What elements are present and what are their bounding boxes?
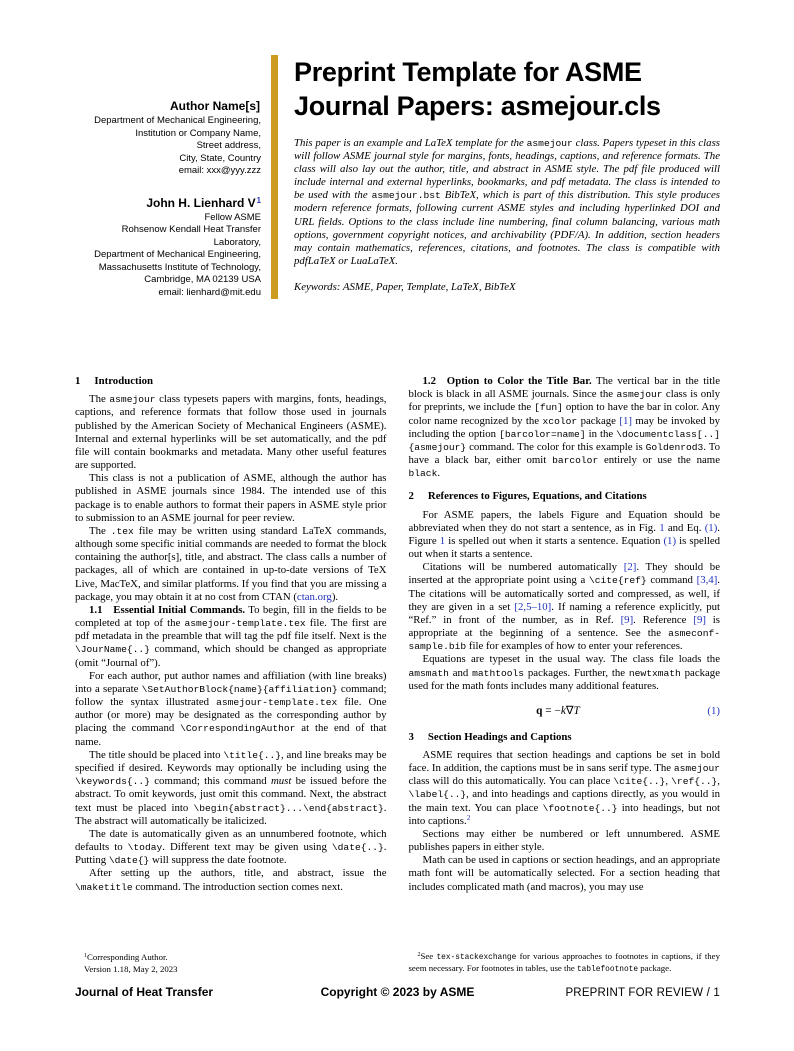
equation-number[interactable]: (1) — [707, 705, 720, 718]
author-block — [75, 196, 261, 300]
section-heading — [409, 731, 721, 744]
code-text: newtxmath — [628, 667, 681, 679]
journal-name: Journal of Heat Transfer — [75, 985, 214, 999]
section-number: 2 — [408, 490, 414, 503]
equation-body — [409, 705, 708, 719]
section-number: 1 — [75, 375, 81, 387]
code-text: \SetAuthorBlock{name}{affiliation} — [141, 683, 338, 695]
text-segment: The date is automatically given as an unnumbered footnote, which defaults to — [75, 827, 387, 854]
paragraph — [409, 951, 721, 975]
paragraph — [409, 854, 721, 894]
code-text: \begin{abstract}...\end{abstract} — [193, 802, 384, 814]
text-segment: ∇ — [565, 704, 574, 717]
paragraph — [75, 604, 387, 670]
preprint-status-page: PREPRINT FOR REVIEW / 1 — [565, 987, 720, 999]
section-title: Introduction — [94, 375, 154, 387]
text-segment: package. — [638, 962, 672, 973]
body-columns — [75, 375, 720, 977]
text-segment: command. The color for this example is — [466, 440, 646, 453]
link[interactable]: 1 — [439, 534, 446, 547]
link[interactable]: 2 — [466, 813, 471, 823]
text-segment: file may be written using standard LaTeX commands, although some specific initial commands are needed to format the block containing the author[s], title, and abstract. The class calls a number of packages, all of which are contained in up-to-date versions of TeX Live, MacTeX, and similar platforms. If you find that you are missing a package, you may obtain it at no cost from CTAN ( — [75, 524, 387, 603]
footnote-block-right — [409, 951, 721, 975]
section-heading — [409, 490, 721, 503]
code-text: black — [408, 468, 438, 480]
code-text: \cite{ref} — [588, 575, 647, 587]
text-segment: class will do this automatically. You can place — [408, 775, 614, 788]
paragraph — [75, 525, 387, 604]
code-text: \JourName{..} — [75, 644, 150, 656]
paragraph — [75, 964, 387, 975]
text-segment: Keywords: ASME, Paper, Template, LaTeX, BibTeX — [294, 281, 516, 294]
code-text: \date{} — [108, 855, 150, 867]
code-text: \cite{..} — [613, 776, 666, 788]
text-segment: . — [437, 467, 441, 480]
code-text: asmejour — [616, 389, 663, 401]
text-segment: To begin, fill in the fields to be completed at top of the — [75, 603, 387, 630]
text-segment: entirely or use the name — [598, 454, 720, 467]
text-segment: . Reference — [633, 613, 694, 626]
text-segment: After setting up the authors, title, and abstract, issue the — [89, 867, 387, 880]
right-column-content — [409, 375, 721, 894]
text-segment: Sections may either be numbered or left unnumbered. ASME publishes papers in either style. — [408, 827, 720, 854]
text-segment: ). — [331, 590, 339, 603]
text-segment: must — [270, 775, 292, 788]
text-segment: The vertical bar in the title block is black in all ASME journals. Since the — [408, 375, 720, 401]
paragraph — [409, 375, 721, 480]
author-affiliation-line: Department of Mechanical Engineering, — [94, 249, 261, 261]
code-text: Goldenrod3 — [645, 441, 704, 453]
text-segment: 1.2 Option to Color the Title Bar. — [422, 375, 592, 387]
author-block — [75, 99, 261, 178]
link[interactable]: (1) — [663, 534, 677, 547]
text-segment: . The abstract will automatically be italicized. — [75, 801, 387, 827]
text-segment: will suppress the date footnote. — [149, 854, 287, 867]
text-segment: and — [448, 666, 473, 679]
link[interactable]: [9] — [620, 613, 634, 626]
text-segment: Equations are typeset in the usual way. The class file loads the — [422, 653, 720, 666]
author-name-text: John H. Lienhard V — [146, 195, 256, 210]
author-affiliation-line: Fellow ASME — [204, 211, 261, 223]
text-segment: = − — [542, 704, 561, 717]
text-segment: class. Papers typeset in this class will follow ASME journal style for margins, fonts, headings, captions, and reference formats. The class will also lay out the author, title, and abstract in ASME style. The pdf file produced will include internal and external hyperlinks, bookmarks, and pdf metadata. The class is intended to be used with the — [294, 136, 720, 202]
text-segment: command. The introduction section comes next. — [132, 880, 343, 893]
paragraph — [75, 952, 387, 964]
author-affiliation — [75, 212, 261, 300]
text-segment: command; this command — [149, 775, 271, 788]
author-name-text: Author Name[s] — [169, 99, 260, 113]
code-text: \today — [127, 842, 163, 854]
text-segment: package used for the math fonts includes many additional features. — [408, 666, 720, 692]
text-segment: be issued before the abstract. To omit keywords, just omit this command. Next, the abstract text must be placed into — [75, 775, 387, 814]
text-segment: into headings, but not into captions. — [408, 801, 721, 827]
text-segment: This class is not a publication of ASME, although the author has published in ASME journals since 1984. The intended use of this package is to enable authors to format their papers in ASME style prior to submission to an ASME journal for peer review. — [75, 472, 387, 524]
paragraph — [75, 393, 387, 472]
text-segment: class typesets papers with margins, fonts, headings, captions, and reference formats that follow those used in journals published by the American Society of Mechanical Engineers (ASME). Internal and external hyperlinks will be set automatically, and the pdf file will contain bookmarks and metadata. Many other useful features are supported. — [75, 393, 387, 472]
section-heading — [75, 375, 387, 388]
code-text: xcolor — [542, 415, 578, 427]
paragraph — [409, 749, 721, 828]
text-segment: class is only for preprints, we include the — [408, 388, 720, 414]
code-text: tablefootnote — [576, 964, 639, 974]
text-segment: , — [717, 775, 720, 788]
author-affiliation-line: Massachusetts Institute of Technology, — [98, 261, 261, 273]
author-column — [75, 55, 261, 299]
link[interactable]: [2] — [623, 561, 637, 574]
text-segment: Version 1.18, May 2, 2023 — [84, 963, 178, 974]
text-segment: Corresponding Author. — [86, 952, 168, 963]
footnote-marker: 1 — [84, 953, 87, 960]
text-segment: . Figure — [408, 521, 720, 547]
paragraph — [75, 749, 387, 828]
paragraph — [409, 561, 721, 653]
text-segment: , and line breaks may be specified if desired. Keywords may optionally be including using the — [75, 748, 387, 774]
link[interactable]: [9] — [693, 613, 706, 626]
text-segment: is appropriate at the beginning of a sentence. See the — [408, 613, 720, 640]
abstract — [294, 137, 720, 269]
paragraph — [409, 509, 721, 562]
footnote-marker: 2 — [417, 952, 421, 959]
text-segment: . They should be inserted at the appropriate point using a — [408, 561, 720, 587]
title-block — [75, 55, 720, 299]
link[interactable]: ctan.org — [296, 590, 332, 603]
code-text: \keywords{..} — [75, 776, 150, 788]
code-text: asmejour-template.tex — [216, 697, 338, 709]
text-segment: file. One author (or more) may be designated as the corresponding author by placing the command — [75, 696, 387, 735]
paper-title-line-1: Preprint Template for ASME — [294, 57, 642, 87]
text-segment: at the end of that name. — [75, 722, 387, 748]
code-text: barcolor — [552, 455, 599, 467]
code-text: mathtools — [472, 667, 525, 679]
paragraph — [75, 472, 387, 525]
text-segment: T — [573, 704, 580, 717]
link[interactable]: [1] — [619, 414, 632, 427]
section-title: Section Headings and Captions — [427, 730, 572, 743]
text-segment: The — [89, 524, 111, 537]
author-affiliation-line: City, State, Country — [179, 152, 261, 164]
author-affiliation-line: Rohsenow Kendall Heat Transfer Laboratory, — [121, 224, 261, 248]
text-segment: may be invoked by including the option — [408, 414, 721, 440]
text-segment: . Different text may be given using — [162, 841, 332, 854]
text-segment: . If naming a reference explicitly, put “Ref.” in front of the number, as in Ref. — [408, 600, 721, 626]
code-text: amsmath — [408, 667, 449, 679]
code-text: \title{..} — [223, 749, 282, 761]
code-text: asmejour — [673, 763, 720, 775]
code-text: \CorrespondingAuthor — [180, 723, 296, 735]
text-segment: The — [89, 393, 110, 406]
text-segment: , and into headings and captions directly, as you would in the main text. You can place — [408, 788, 720, 814]
text-segment: . To have a black bar, either omit — [408, 440, 720, 467]
text-segment: packages. Further, the — [524, 666, 629, 679]
left-column — [75, 375, 387, 977]
code-text: asmeconf-sample.bib — [408, 628, 720, 653]
right-column — [409, 375, 721, 977]
text-segment: For ASME papers, the labels Figure and Equation should be abbreviated when they do not start a sentence, as in Fig. — [408, 508, 720, 534]
text-segment: , — [665, 775, 672, 788]
text-segment: The title should be placed into — [89, 748, 224, 761]
text-segment: for various approaches to footnotes in captions, if they seem necessary. For footnotes in tables, use the — [408, 950, 720, 973]
left-column-content — [75, 375, 387, 894]
paper-title-line-2: Journal Papers: asmejour.cls — [294, 91, 661, 122]
text-segment: is spelled out when it starts a sentence. Equation — [445, 534, 664, 547]
code-text: asmejour-template.tex — [184, 618, 306, 630]
text-segment: k — [560, 704, 566, 717]
code-text: asmejour.bst — [371, 190, 441, 202]
author-affiliation-line: Cambridge, MA 02139 USA — [144, 274, 261, 286]
text-segment: option to have the bar in color. Any color name recognized by the — [408, 401, 720, 427]
author-name — [75, 99, 261, 113]
author-affiliation-line: email: lienhard@mit.edu — [158, 286, 261, 298]
text-segment: command, which should be changed as appropriate (omit “Journal of”). — [75, 643, 387, 669]
code-text: asmejour — [526, 137, 573, 149]
text-segment: Citations will be numbered automatically — [422, 561, 624, 574]
text-segment: For each author, put author names and affiliation (with line breaks) into a separate — [75, 669, 387, 695]
code-text: .tex — [110, 525, 134, 537]
text-segment: Math can be used in captions or section headings, and an appropriate math font will be automatically selected. For a section heading that includes complicated math (and macros), you may use — [408, 854, 720, 893]
code-text: \ref{..} — [671, 776, 718, 788]
paragraph — [75, 867, 387, 893]
title-column — [278, 55, 720, 299]
text-segment: 1.1 Essential Initial Commands. — [89, 603, 246, 616]
paragraph — [409, 653, 721, 693]
code-text: tex-stackexchange — [436, 952, 517, 962]
paragraph — [75, 828, 387, 868]
text-segment: . The citations will be automatically sorted and compressed, as well, if they are given in a set — [408, 574, 720, 613]
author-affiliation-line: email: xxx@yyy.zzz — [178, 165, 261, 177]
text-segment: command; follow the syntax illustrated — [75, 682, 387, 709]
code-text: [fun] — [534, 402, 563, 414]
text-segment: is spelled out when it starts a sentence. — [408, 534, 721, 561]
author-affiliation-line: Department of Mechanical Engineering, — [94, 115, 261, 126]
text-segment: q — [536, 704, 543, 717]
link[interactable]: [3,4] — [696, 574, 718, 587]
equation — [409, 705, 721, 719]
keywords — [294, 281, 720, 293]
section-number: 3 — [408, 730, 414, 743]
section-title: References to Figures, Equations, and Citations — [427, 490, 647, 503]
page-footer — [75, 985, 720, 999]
code-text: \maketitle — [75, 881, 133, 893]
author-name — [75, 196, 261, 210]
author-affiliation-line: Street address, — [196, 140, 261, 152]
paragraph — [409, 828, 721, 854]
code-text: \footnote{..} — [542, 802, 618, 814]
footnote-block-left — [75, 952, 387, 975]
text-segment: BibTeX, which is part of this distribution. This style produces modern reference formats, following current ASME styles and including hyperlinked DOI and URL fields. Options to the class include line numbering, final column balancing, various math options, government copyright notices, and archivability (PDF/A). In addition, section headers may contain mathematics, references, citations, and footnotes. The class is compatible with pdfLaTeX or LuaLaTeX. — [294, 189, 720, 268]
link[interactable]: 1 — [659, 521, 665, 534]
text-segment: in the — [585, 427, 617, 440]
link[interactable]: [2,5–10] — [514, 600, 552, 613]
text-segment: This paper is an example and LaTeX template for the — [294, 136, 527, 149]
code-text: \documentclass[..]{asmejour} — [408, 428, 721, 453]
author-affiliation — [75, 115, 261, 178]
code-text: \date{..} — [331, 842, 384, 854]
text-segment: and Eq. — [664, 521, 705, 534]
text-segment: package — [577, 414, 620, 427]
text-segment: file for examples of how to enter your references. — [466, 640, 683, 653]
code-text: asmejour — [109, 394, 156, 406]
code-text: [barcolor=name] — [499, 428, 586, 440]
author-footnote-marker[interactable]: 1 — [256, 196, 261, 206]
text-segment: command — [646, 574, 697, 587]
title-accent-bar — [271, 55, 278, 299]
link[interactable]: (1) — [704, 521, 718, 534]
paper-title — [294, 55, 720, 124]
text-segment: ASME requires that section headings and captions be set in bold face. In addition, the captions must be in sans serif type. The — [408, 748, 720, 775]
text-segment: file. The first are pdf metadata in the preamble that will tag the pdf file itself. Next is the — [75, 617, 387, 643]
text-segment: See — [420, 950, 437, 961]
code-text: \label{..} — [408, 789, 467, 801]
paragraph — [75, 670, 387, 749]
copyright-notice: Copyright © 2023 by ASME — [320, 985, 475, 999]
text-segment: . Putting — [75, 841, 387, 867]
author-affiliation-line: Institution or Company Name, — [135, 127, 261, 139]
